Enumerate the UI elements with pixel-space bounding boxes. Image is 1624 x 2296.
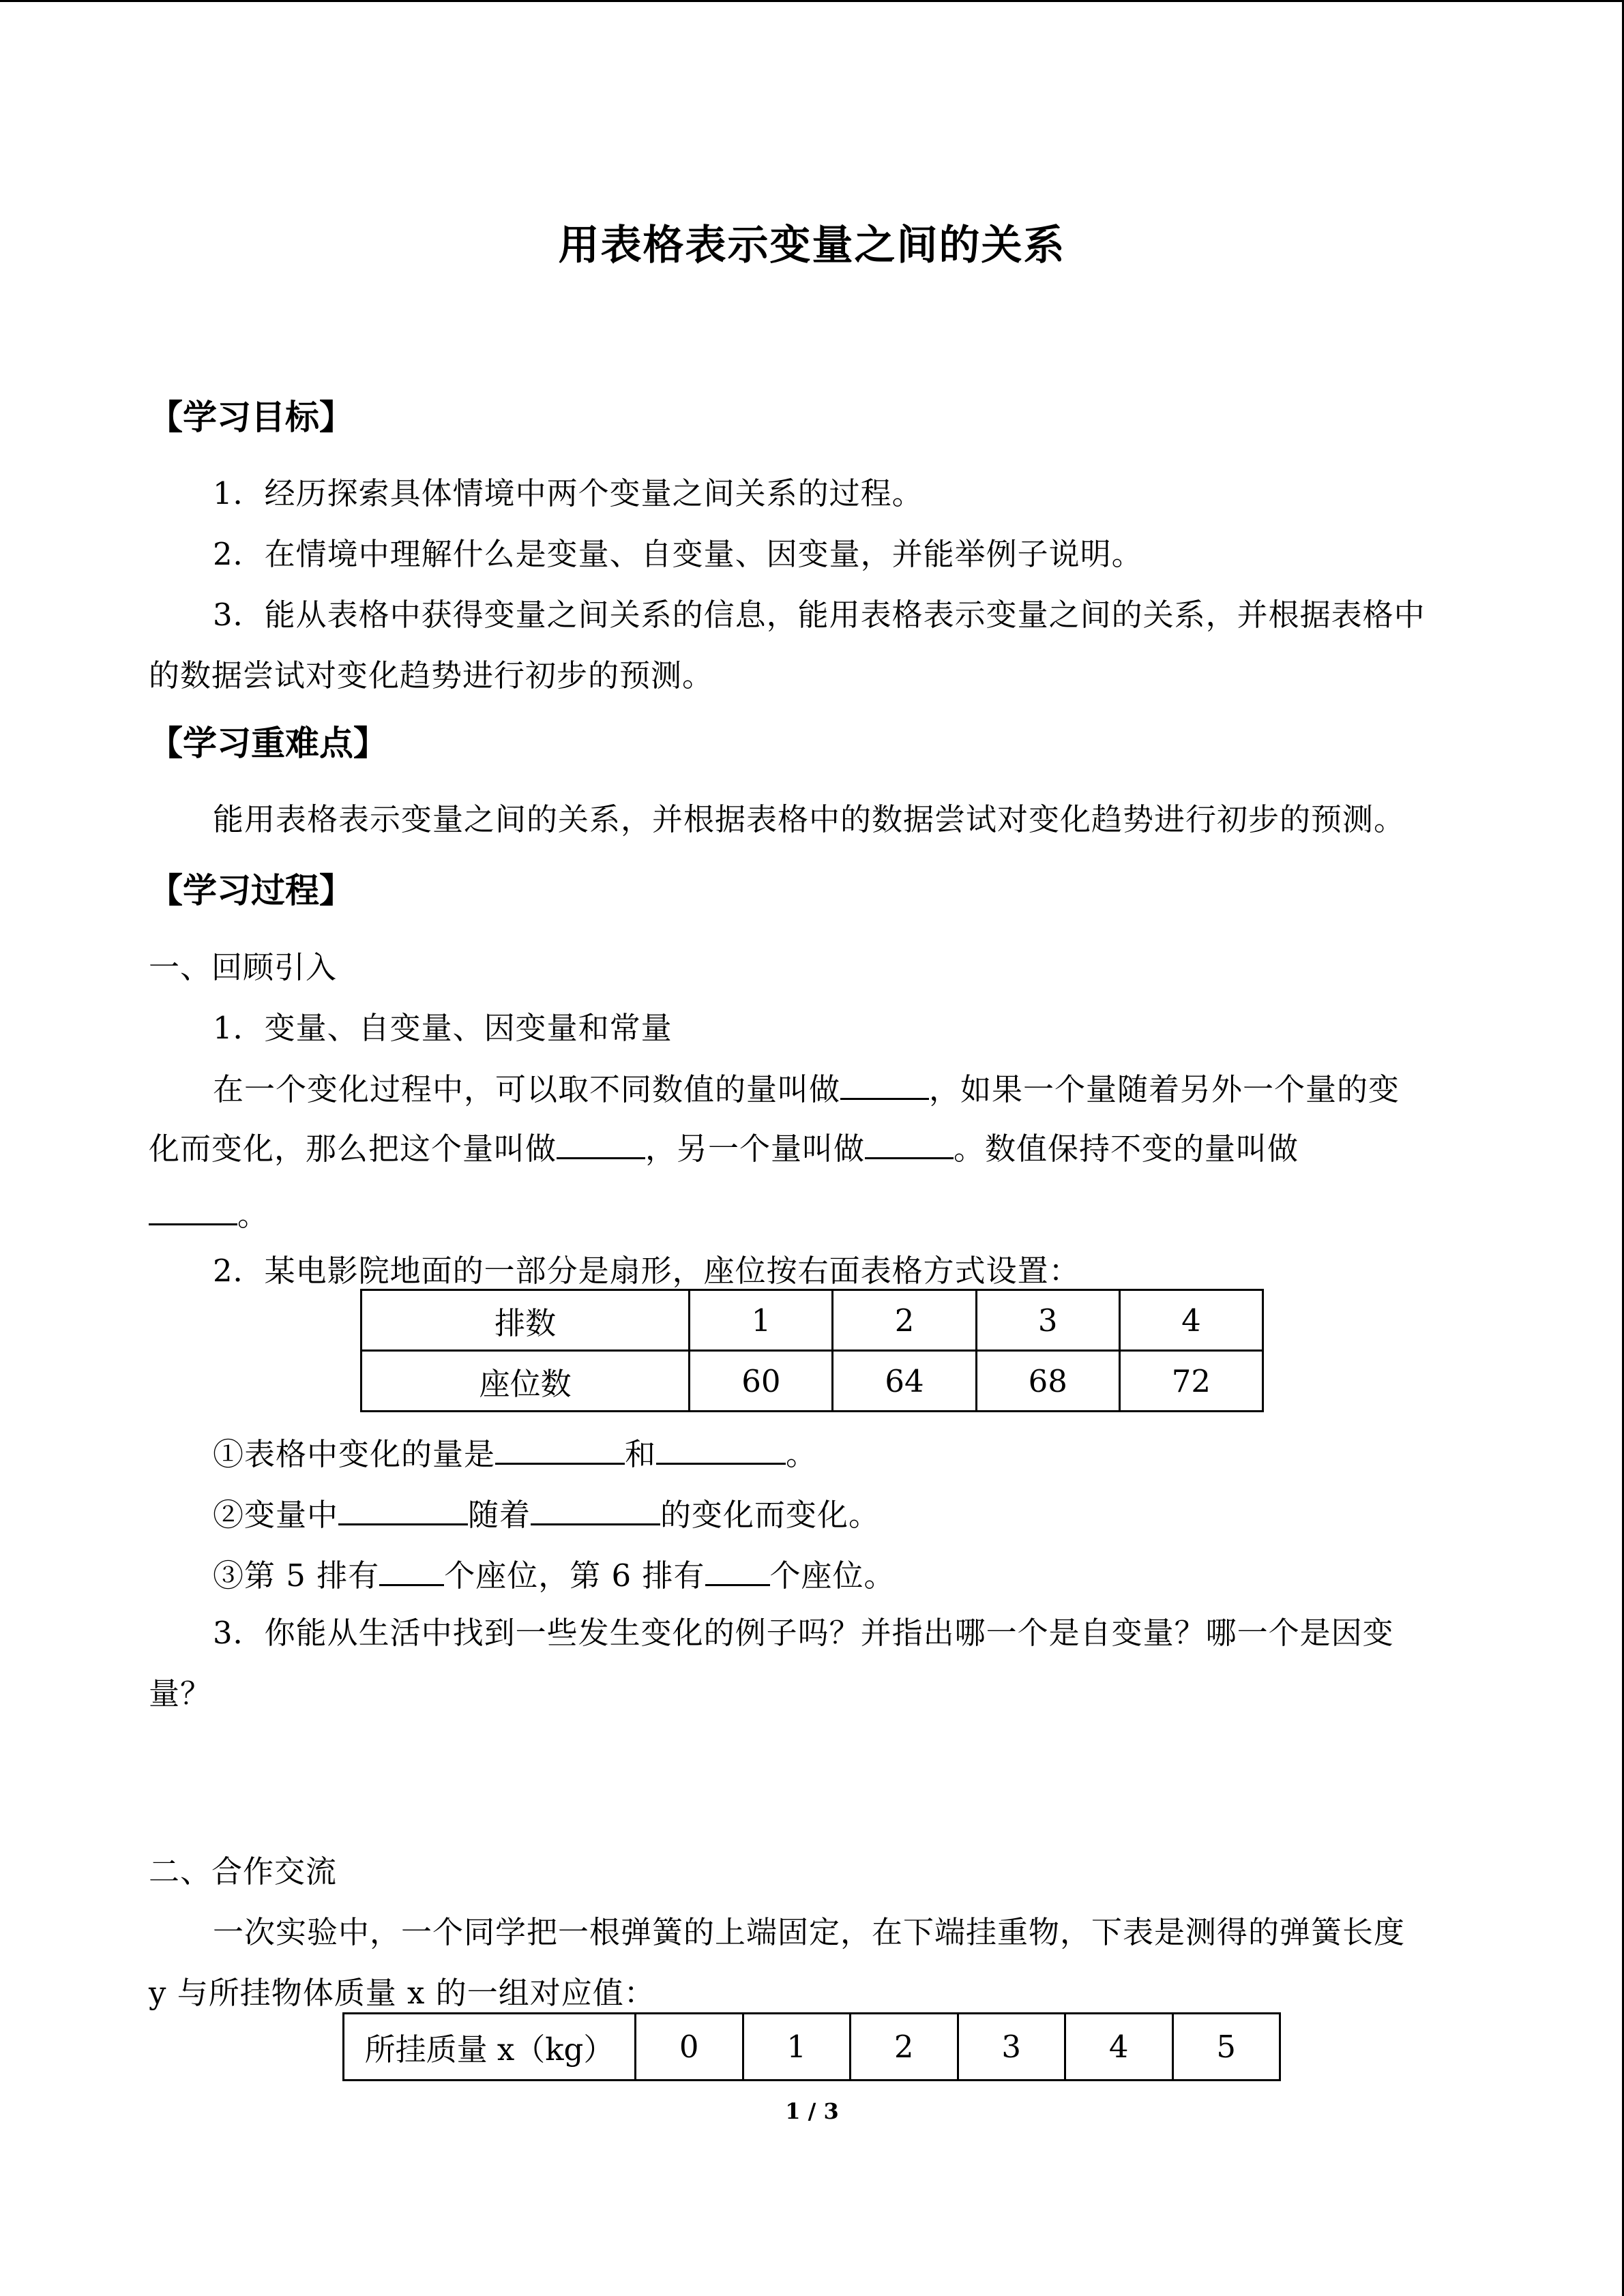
table-cell: 0	[636, 2014, 743, 2081]
blank-q1-b[interactable]	[656, 1435, 786, 1465]
seat-table	[360, 1289, 1264, 1412]
definition-line-3: 。	[149, 1193, 269, 1237]
blank-q2-b[interactable]	[531, 1496, 660, 1525]
part1-heading: 一、回顾引入	[149, 949, 338, 985]
part1-item3-line1: 3．你能从生活中找到一些发生变化的例子吗？并指出哪一个是自变量？哪一个是因变	[213, 1615, 1394, 1651]
blank-q3-b[interactable]	[705, 1557, 770, 1586]
blank-dependent[interactable]	[557, 1130, 645, 1159]
table-cell: 2	[851, 2014, 958, 2081]
goal-item-1: 1．经历探索具体情境中两个变量之间关系的过程。	[213, 475, 924, 511]
question-1: ①表格中变化的量是 和 。	[213, 1436, 818, 1472]
table-cell: 4	[1065, 2014, 1173, 2081]
blank-q3-a[interactable]	[379, 1557, 444, 1586]
goal-item-2: 2．在情境中理解什么是变量、自变量、因变量，并能举例子说明。	[213, 536, 1143, 572]
table-header-seats: 座位数	[361, 1351, 690, 1412]
table-cell: 72	[1119, 1351, 1263, 1412]
table-cell: 3	[976, 1290, 1119, 1351]
question-3: ③第 5 排有 个座位，第 6 排有 个座位。	[213, 1557, 896, 1594]
table-cell: 68	[976, 1351, 1119, 1412]
table-header-rows: 排数	[361, 1290, 690, 1351]
table-cell: 5	[1172, 2014, 1280, 2081]
difficulty-text: 能用表格表示变量之间的关系，并根据表格中的数据尝试对变化趋势进行初步的预测。	[213, 801, 1406, 837]
table-header-mass: 所挂质量 x（kg）	[344, 2014, 636, 2081]
table-row	[361, 1290, 1263, 1351]
table-cell: 1	[743, 2014, 851, 2081]
blank-independent[interactable]	[865, 1130, 954, 1159]
spring-table	[342, 2012, 1281, 2081]
part2-line1: 一次实验中，一个同学把一根弹簧的上端固定，在下端挂重物，下表是测得的弹簧长度	[213, 1914, 1406, 1950]
table-cell: 4	[1119, 1290, 1263, 1351]
top-border	[0, 0, 1624, 2]
part2-heading: 二、合作交流	[149, 1853, 338, 1890]
table-cell: 64	[833, 1351, 976, 1412]
goal-item-3-cont: 的数据尝试对变化趋势进行初步的预测。	[149, 657, 714, 694]
part1-item2-title: 2．某电影院地面的一部分是扇形，座位按右面表格方式设置：	[213, 1253, 1080, 1289]
process-heading: 【学习过程】	[149, 870, 353, 910]
goals-heading: 【学习目标】	[149, 397, 353, 437]
part2-line2: y 与所挂物体质量 x 的一组对应值：	[149, 1975, 655, 2011]
blank-q1-a[interactable]	[495, 1435, 625, 1465]
table-cell: 60	[690, 1351, 833, 1412]
table-cell: 3	[958, 2014, 1065, 2081]
page-number: 1 / 3	[785, 2098, 839, 2124]
table-cell: 2	[833, 1290, 976, 1351]
part1-item1-title: 1．变量、自变量、因变量和常量	[213, 1010, 673, 1046]
page-title: 用表格表示变量之间的关系	[558, 222, 1066, 269]
definition-line-1: 在一个变化过程中，可以取不同数值的量叫做 ，如果一个量随着另外一个量的变	[213, 1071, 1400, 1107]
question-2: ②变量中 随着 的变化而变化。	[213, 1497, 881, 1533]
difficulty-heading: 【学习重难点】	[149, 723, 387, 763]
table-row	[361, 1351, 1263, 1412]
definition-line-2: 化而变化，那么把这个量叫做 ，另一个量叫做 。数值保持不变的量叫做	[149, 1131, 1299, 1167]
table-row	[344, 2014, 1280, 2081]
table-cell: 1	[690, 1290, 833, 1351]
blank-q2-a[interactable]	[338, 1496, 468, 1525]
blank-constant[interactable]	[149, 1196, 237, 1225]
part1-item3-line2: 量？	[149, 1675, 212, 1712]
goal-item-3: 3．能从表格中获得变量之间关系的信息，能用表格表示变量之间的关系，并根据表格中	[213, 597, 1426, 633]
blank-variable[interactable]	[840, 1071, 929, 1100]
